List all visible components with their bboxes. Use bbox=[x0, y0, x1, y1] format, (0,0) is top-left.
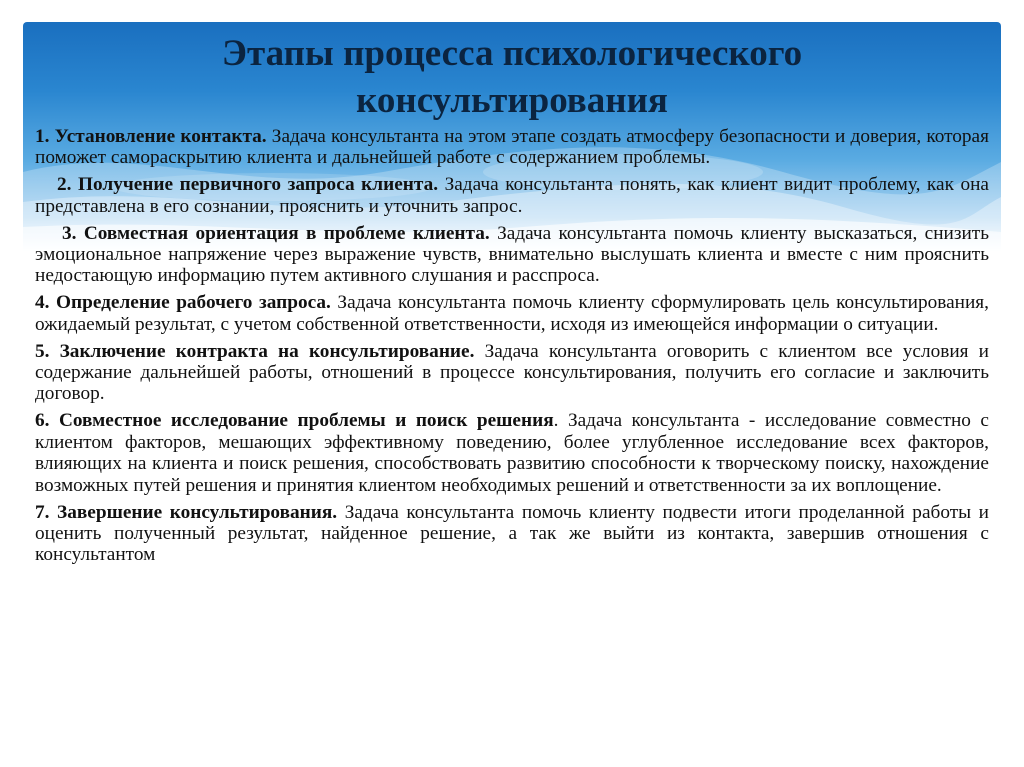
stage-description: Задача консультанта на этом этапе создать атмосферу безопасности и доверия, которая поможет самораскрытию клиента и дальнейшей работе с содержанием проблемы. bbox=[35, 126, 989, 169]
stage-item-6 bbox=[35, 410, 989, 496]
page-title bbox=[23, 30, 1001, 124]
stage-item-5 bbox=[35, 341, 989, 405]
stage-description: Задача консультанта понять, как клиент видит проблему, как она представлена в его сознании, прояснить и уточнить запрос. bbox=[35, 174, 989, 217]
stage-description: Задача консультанта оговорить с клиентом все условия и содержание дальнейшей работы, отношений в процессе консультирования, получить его согласие и заключить договор. bbox=[35, 340, 989, 405]
stage-description: Задача консультанта помочь клиенту высказаться, снизить эмоциональное напряжение через выражение чувств, внимательно выслушать клиента и вместе с ним прояснить недостающую информацию путем активного слушания и расспроса. bbox=[35, 222, 989, 287]
stage-item-4 bbox=[35, 292, 989, 335]
stage-heading: 1. Установление контакта. bbox=[35, 126, 267, 147]
stage-heading: 5. Заключение контракта на консультирование. bbox=[35, 340, 475, 362]
stage-description: . Задача консультанта - исследование совместно с клиентом факторов, мешающих эффективному поведению, более углубленное исследование всех факторов, влияющих на клиента и поиск решения, способствовать развитию способности к творческому поиску, нахождение возможных путей решения и принятия клиентом необходимых решений и ответственности за их воплощение. bbox=[35, 410, 989, 496]
stage-item-7 bbox=[35, 502, 989, 566]
stage-item-1 bbox=[35, 126, 989, 169]
stage-description: Задача консультанта помочь клиенту сформулировать цель консультирования, ожидаемый результат, с учетом собственной ответственности, исходя из имеющейся информации о ситуации. bbox=[35, 292, 989, 335]
stage-item-2 bbox=[35, 174, 989, 217]
title-line-2: консультирования bbox=[356, 80, 668, 121]
stages-list bbox=[35, 126, 989, 571]
stage-heading: 3. Совместная ориентация в проблеме клиента. bbox=[62, 222, 490, 244]
title-line-1: Этапы процесса психологического bbox=[221, 33, 803, 74]
slide bbox=[23, 22, 1001, 762]
stage-description: Задача консультанта помочь клиенту подвести итоги проделанной работы и оценить полученный результат, найденное решение, а так же выйти из контакта, завершив отношения с консультантом bbox=[35, 501, 989, 566]
stage-heading: 7. Завершение консультирования. bbox=[35, 501, 338, 523]
stage-heading: 4. Определение рабочего запроса. bbox=[35, 292, 331, 314]
stage-heading: 6. Совместное исследование проблемы и поиск решения bbox=[35, 410, 554, 432]
stage-heading: 2. Получение первичного запроса клиента. bbox=[57, 174, 439, 196]
stage-item-3 bbox=[35, 223, 989, 287]
